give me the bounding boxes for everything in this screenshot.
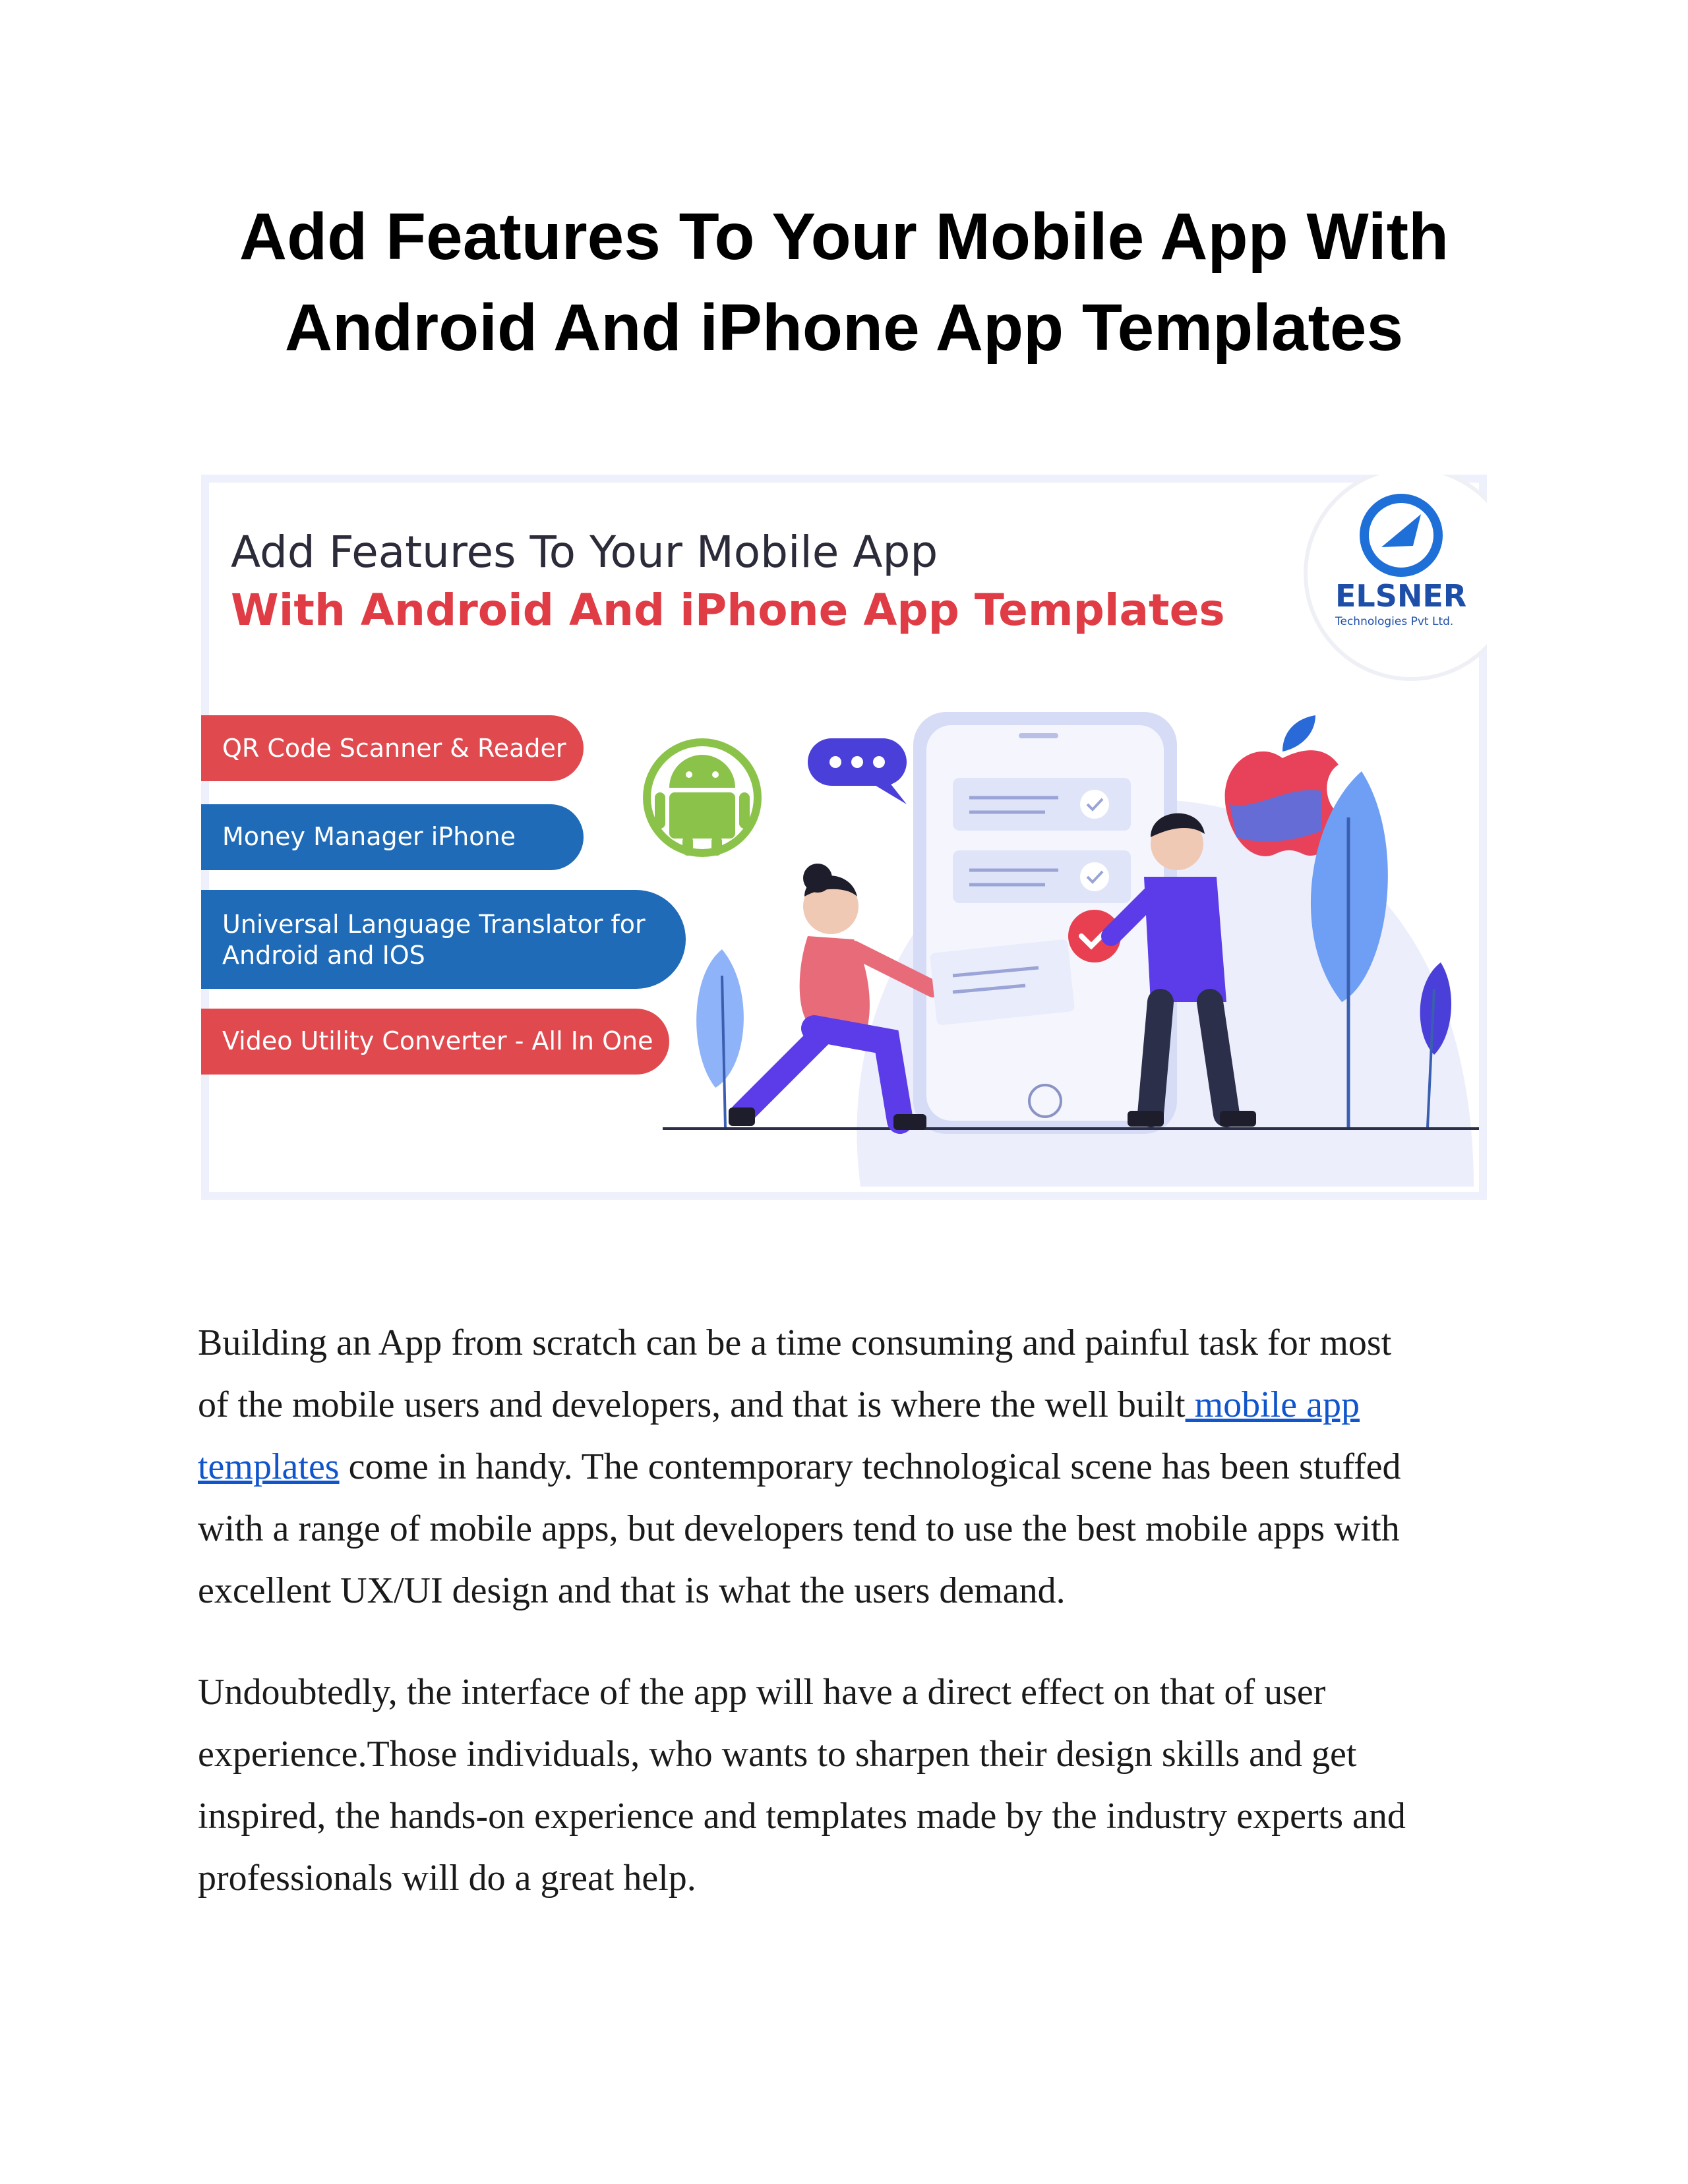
logo-tagline: Technologies Pvt Ltd. — [1335, 615, 1454, 628]
mobile-app-templates-link-continued[interactable]: templates — [198, 1446, 340, 1487]
paragraph-1 — [198, 1312, 1490, 1622]
paragraph-2-line-1: Undoubtedly, the interface of the app will have a direct effect on that of user — [198, 1672, 1326, 1713]
message-card — [930, 939, 1075, 1025]
banner-image — [201, 475, 1487, 1200]
paragraph-1-line-2 — [198, 1374, 1490, 1436]
paragraph-1-line-5: excellent UX/UI design and that is what the users demand. — [198, 1570, 1066, 1611]
banner-heading-line-2: With Android And iPhone App Templates — [231, 585, 1225, 635]
paragraph-1-line-4: with a range of mobile apps, but developers tend to use the best mobile apps with — [198, 1508, 1400, 1549]
paragraph-1-line-2-text: of the mobile users and developers, and that is where the well built — [198, 1384, 1186, 1425]
page-title-line-1: Add Features To Your Mobile App With — [239, 200, 1449, 274]
paragraph-2-line-4: professionals will do a great help. — [198, 1858, 696, 1899]
paragraph-2-line-3: inspired, the hands-on experience and templates made by the industry experts and — [198, 1796, 1406, 1837]
feature-pill-2-label: Money Manager iPhone — [222, 822, 516, 851]
logo-name: ELSNER — [1335, 578, 1467, 614]
feature-pill-1 — [201, 715, 584, 781]
page-title-line-2: Android And iPhone App Templates — [284, 291, 1404, 365]
feature-pill-2 — [201, 804, 584, 870]
paragraph-1-line-3 — [198, 1436, 1490, 1498]
paragraph-1-line-1: Building an App from scratch can be a time consuming and painful task for most — [198, 1322, 1392, 1363]
paragraph-2-line-2: experience.Those individuals, who wants to sharpen their design skills and get — [198, 1734, 1357, 1775]
android-icon — [643, 738, 762, 857]
feature-pill-3-label-line-2: Android and IOS — [222, 941, 425, 970]
paragraph-1-line-3-text: come in handy. The contemporary technological scene has been stuffed — [339, 1446, 1401, 1487]
banner-heading-line-1: Add Features To Your Mobile App — [231, 527, 938, 577]
feature-pill-1-label: QR Code Scanner & Reader — [222, 734, 566, 763]
feature-pill-3-label-line-1: Universal Language Translator for — [222, 910, 646, 939]
paragraph-2 — [198, 1661, 1490, 1909]
feature-pill-3 — [201, 890, 686, 989]
banner-illustration — [201, 475, 1487, 1200]
mobile-app-templates-link[interactable]: mobile app — [1185, 1384, 1360, 1425]
feature-pill-4-label: Video Utility Converter - All In One — [222, 1026, 653, 1055]
page-title — [132, 191, 1556, 373]
feature-pill-4 — [201, 1009, 669, 1075]
